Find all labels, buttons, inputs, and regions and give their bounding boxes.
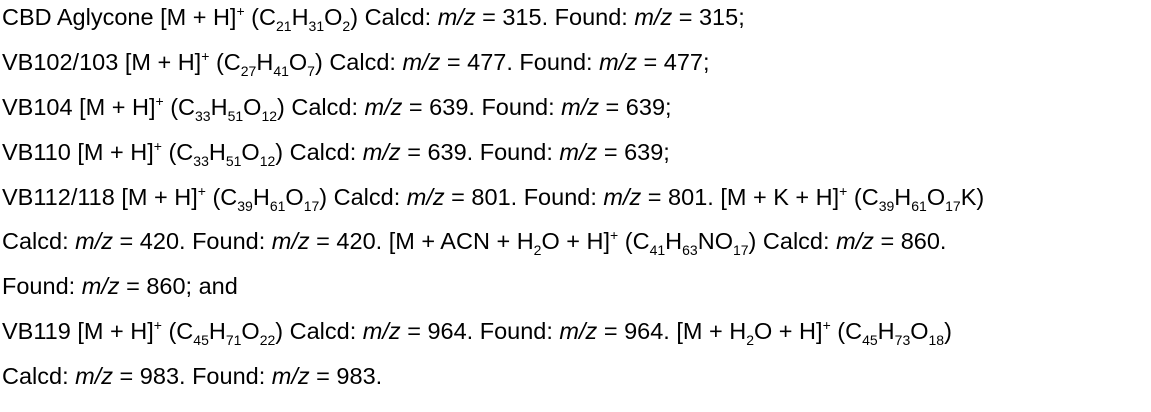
mz-label: m/z xyxy=(364,94,403,120)
mz-label: m/z xyxy=(603,184,642,210)
mz-label: m/z xyxy=(836,228,874,254)
calcd-label: Calcd: xyxy=(762,228,830,254)
entry-line xyxy=(2,272,238,300)
formula: $(C_{41}H_{63}NO_{17})$ xyxy=(624,228,757,258)
found-value: = 315; xyxy=(678,4,745,30)
charge: + xyxy=(153,317,162,333)
compound-name: CBD Aglycone xyxy=(2,4,154,30)
compound-name: VB119 xyxy=(2,318,71,344)
mz-label: m/z xyxy=(75,228,114,254)
formula: $(C_{27}H_{41}O_7)$ xyxy=(215,49,323,79)
calcd-value: = 315. xyxy=(482,4,549,30)
calcd-label: Calcd: xyxy=(289,318,357,344)
charge: + xyxy=(197,183,206,199)
mz-label: m/z xyxy=(634,4,673,30)
found-label: Found: xyxy=(523,184,597,210)
found-label: Found: xyxy=(519,49,593,75)
mz-label: m/z xyxy=(362,139,401,165)
found-value: = 860; and xyxy=(126,273,238,299)
found-value: = 639; xyxy=(603,139,670,165)
calcd-value: = 801. xyxy=(451,184,518,210)
mz-label: m/z xyxy=(559,139,598,165)
formula: $(C_{21}H_{31}O_2)$ xyxy=(251,4,359,34)
ion-label: [M + H] xyxy=(77,318,154,344)
calcd-label: Calcd: xyxy=(2,228,69,254)
ion-label: [M + H] xyxy=(121,184,198,210)
entry-line xyxy=(2,317,952,348)
charge: + xyxy=(201,48,210,64)
entry-line xyxy=(2,138,670,169)
found-value: = 477; xyxy=(643,49,710,75)
charge: + xyxy=(236,3,245,19)
mz-label: m/z xyxy=(271,363,310,389)
calcd-value: = 639. xyxy=(407,139,474,165)
compound-name: VB102/103 xyxy=(2,49,119,75)
calcd-value: = 477. xyxy=(446,49,513,75)
mz-label: m/z xyxy=(406,184,445,210)
found-label: Found: xyxy=(479,318,553,344)
mz-label: m/z xyxy=(402,49,441,75)
charge: + xyxy=(822,317,831,333)
found-label: Found: xyxy=(479,139,553,165)
ion-label: $[M + H_2O + H]$ xyxy=(676,318,823,348)
formula: $(C_{33}H_{51}O_{12})$ xyxy=(170,94,285,124)
entry-line xyxy=(2,227,947,258)
compound-name: VB110 xyxy=(2,139,71,165)
entry-line xyxy=(2,3,745,34)
formula: $(C_{33}H_{51}O_{12})$ xyxy=(168,139,284,169)
mz-label: m/z xyxy=(437,4,476,30)
ion-label: [M + H] xyxy=(160,4,237,30)
mz-label: m/z xyxy=(561,94,600,120)
formula: $(C_{39}H_{61}O_{17}K)$ xyxy=(853,184,985,214)
mz-label: m/z xyxy=(75,363,114,389)
compound-name: VB112/118 xyxy=(2,184,115,210)
ion-label: [M + ACN + $H_2O + H$] xyxy=(388,228,611,258)
entry-line xyxy=(2,183,985,214)
charge: + xyxy=(839,183,848,199)
found-label: Found: xyxy=(481,94,555,120)
found-label: Found: xyxy=(192,228,266,254)
mz-label: m/z xyxy=(599,49,637,75)
compound-name: VB104 xyxy=(2,94,73,120)
formula: $(C_{39}H_{61}O_{17})$ xyxy=(212,184,328,214)
formula: $(C_{45}H_{71}O_{22})$ xyxy=(168,318,284,348)
found-value: = 420. xyxy=(316,228,383,254)
calcd-label: Calcd: xyxy=(2,363,69,389)
formula: $(C_{45}H_{73}O_{18})$ xyxy=(837,318,952,348)
calcd-value: = 983. xyxy=(119,363,186,389)
calcd-value: = 639. xyxy=(408,94,475,120)
mz-label: m/z xyxy=(362,318,401,344)
charge: + xyxy=(153,138,162,154)
calcd-label: Calcd: xyxy=(329,49,396,75)
mz-label: m/z xyxy=(559,318,598,344)
ion-label: [M + H] xyxy=(124,49,202,75)
ion-label: [M + K + H] xyxy=(720,184,840,210)
ion-label: [M + H] xyxy=(79,94,156,120)
calcd-value: = 420. xyxy=(119,228,186,254)
calcd-value: = 860. xyxy=(880,228,947,254)
found-value: = 964. xyxy=(603,318,670,344)
mz-label: m/z xyxy=(271,228,310,254)
calcd-label: Calcd: xyxy=(289,139,357,165)
mz-label: m/z xyxy=(81,273,120,299)
found-label: Found: xyxy=(2,273,76,299)
charge: + xyxy=(610,227,619,243)
calcd-label: Calcd: xyxy=(291,94,358,120)
entry-line xyxy=(2,93,672,124)
found-label: Found: xyxy=(192,363,266,389)
calcd-label: Calcd: xyxy=(333,184,401,210)
charge: + xyxy=(155,93,164,109)
found-value: = 639; xyxy=(605,94,672,120)
found-value: = 801. xyxy=(647,184,714,210)
found-value: = 983. xyxy=(316,363,383,389)
calcd-label: Calcd: xyxy=(364,4,432,30)
entry-line xyxy=(2,362,382,390)
ion-label: [M + H] xyxy=(77,139,154,165)
calcd-value: = 964. xyxy=(407,318,474,344)
found-label: Found: xyxy=(554,4,628,30)
entry-line xyxy=(2,48,710,79)
